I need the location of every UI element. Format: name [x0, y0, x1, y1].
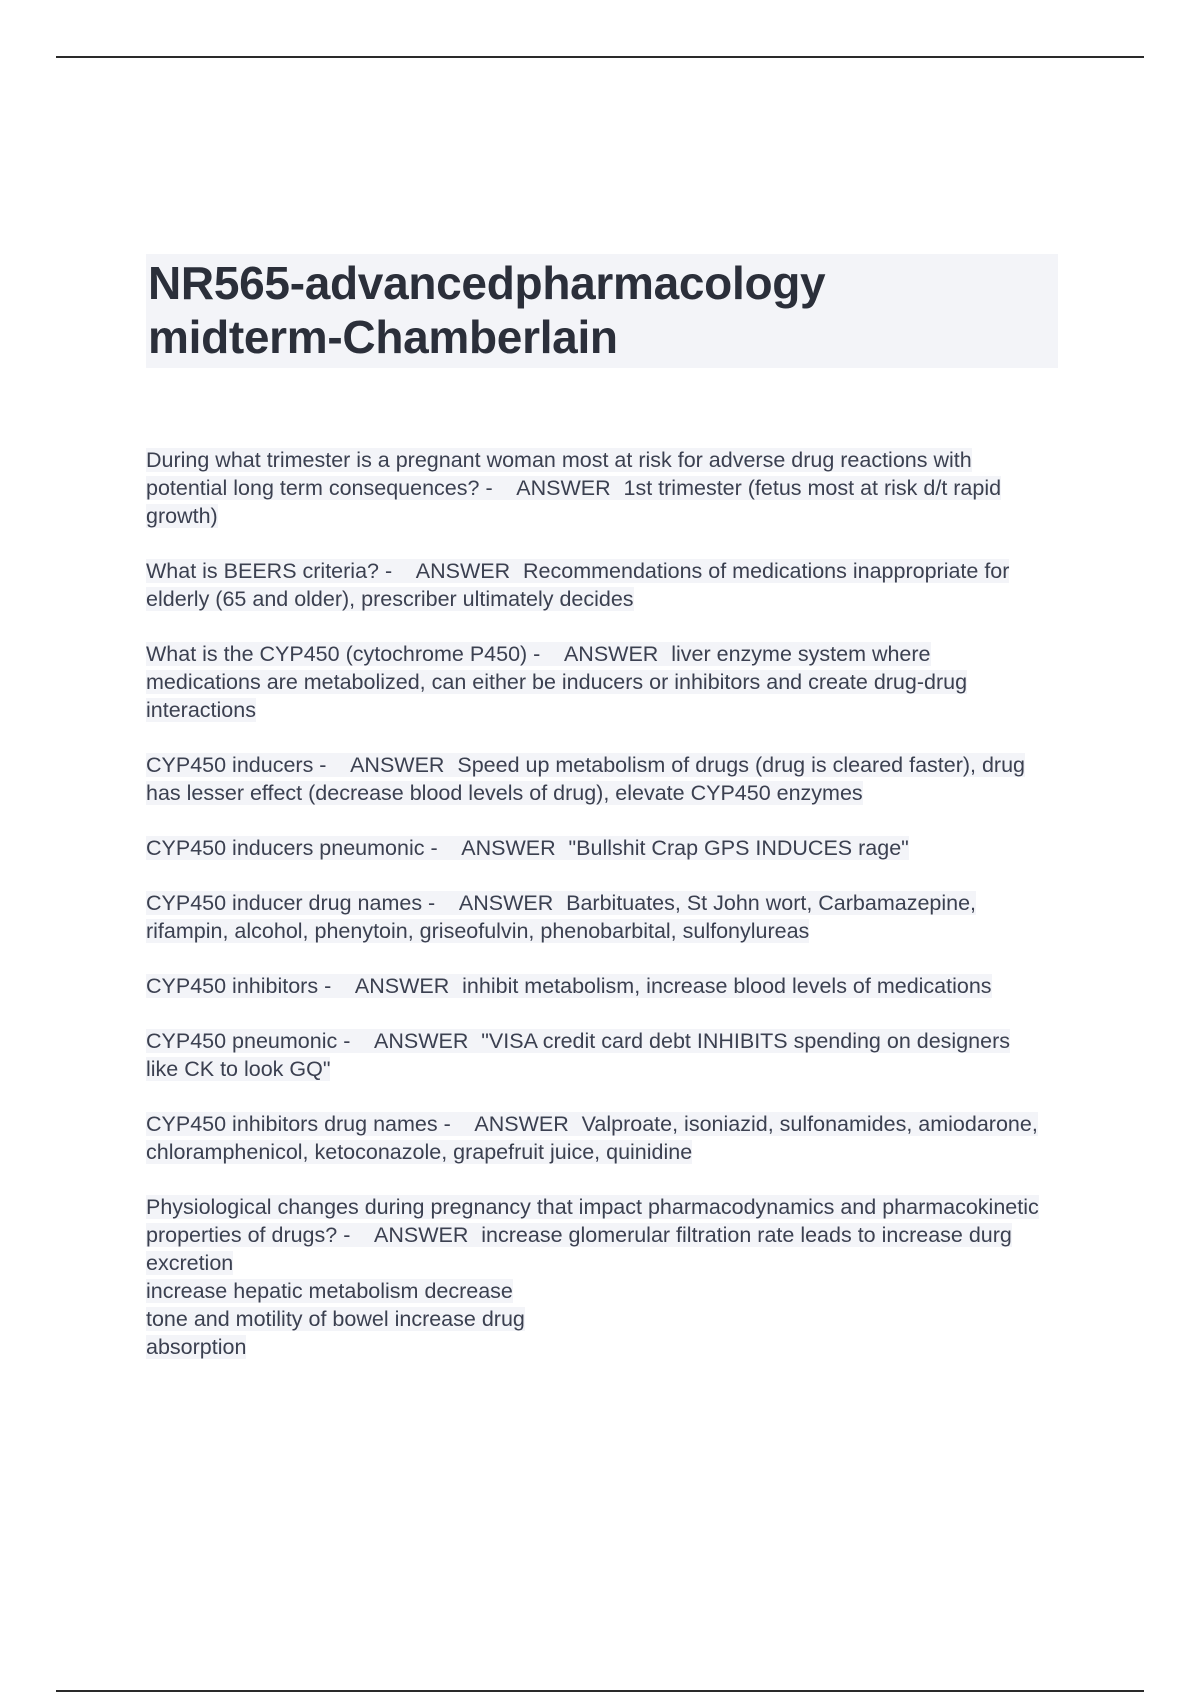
qa-item-6: [146, 889, 1046, 945]
question-text: CYP450 inducers pneumonic -: [146, 836, 438, 860]
qa-item-3: [146, 640, 1046, 724]
answer-text: "Bullshit Crap GPS INDUCES rage": [568, 836, 909, 860]
answer-text: Speed up metabolism of drugs (drug is cleared faster), drug has lesser effect (decrease blood levels of drug), elevate CYP450 enzymes: [146, 753, 1026, 805]
answer-text: inhibit metabolism, increase blood levels of medications: [462, 974, 992, 998]
answer-continuation-line: [146, 1333, 1046, 1361]
question-text: During what trimester is a pregnant woman most at risk for adverse drug reactions with potential long term consequences? -: [146, 448, 972, 500]
answer-text: Valproate, isoniazid, sulfonamides, amiodarone, chloramphenicol, ketoconazole, grapefruit juice, quinidine: [146, 1112, 1038, 1164]
question-text: CYP450 pneumonic -: [146, 1029, 351, 1053]
answer-label: ANSWER: [563, 642, 659, 666]
answer-text: increase glomerular filtration rate leads to increase durg excretion: [146, 1223, 1012, 1275]
answer-text: Barbituates, St John wort, Carbamazepine, rifampin, alcohol, phenytoin, griseofulvin, phenobarbital, sulfonylureas: [146, 891, 977, 943]
qa-item-1: [146, 446, 1046, 530]
answer-text: "VISA credit card debt INHIBITS spending on designers like CK to look GQ": [146, 1029, 1010, 1081]
answer-label: ANSWER: [461, 836, 556, 860]
qa-item-4: [146, 751, 1046, 807]
answer-label: ANSWER: [516, 476, 611, 500]
title-line-1: NR565-advancedpharmacology: [148, 257, 826, 309]
question-text: CYP450 inducers -: [146, 753, 327, 777]
qa-item-2: [146, 557, 1046, 613]
answer-continuation-line: [146, 1277, 1046, 1305]
footer-rule: [56, 1690, 1144, 1692]
answer-text: tone and motility of bowel increase drug: [146, 1307, 525, 1331]
question-text: Physiological changes during pregnancy that impact pharmacodynamics and pharmacokinetic properties of drugs? -: [146, 1195, 1039, 1247]
answer-text: 1st trimester (fetus most at risk d/t rapid growth): [146, 476, 1002, 528]
answer-label: ANSWER: [458, 891, 554, 915]
qa-item-8: [146, 1027, 1046, 1083]
answer-text: Recommendations of medications inappropriate for elderly (65 and older), prescriber ultimately decides: [146, 559, 1010, 611]
answer-text: absorption: [146, 1335, 247, 1359]
answer-label: ANSWER: [354, 974, 450, 998]
question-text: What is BEERS criteria? -: [146, 559, 393, 583]
qa-item-7: [146, 972, 1046, 1000]
qa-item-10: [146, 1193, 1046, 1361]
question-text: What is the CYP450 (cytochrome P450) -: [146, 642, 541, 666]
answer-text: increase hepatic metabolism decrease: [146, 1279, 513, 1303]
answer-label: ANSWER: [474, 1112, 569, 1136]
header-rule: [56, 56, 1144, 58]
qa-list: [146, 446, 1046, 1388]
document-title: [146, 254, 1058, 368]
qa-item-5: [146, 834, 1046, 862]
title-line-2: midterm-Chamberlain: [148, 311, 618, 363]
answer-continuation-line: [146, 1305, 1046, 1333]
answer-label: ANSWER: [374, 1223, 469, 1247]
answer-text: liver enzyme system where medications are metabolized, can either be inducers or inhibitors and create drug-drug interactions: [146, 642, 968, 722]
answer-label: ANSWER: [415, 559, 511, 583]
question-text: CYP450 inhibitors drug names -: [146, 1112, 451, 1136]
answer-label: ANSWER: [350, 753, 445, 777]
qa-item-9: [146, 1110, 1046, 1166]
answer-label: ANSWER: [374, 1029, 469, 1053]
question-text: CYP450 inducer drug names -: [146, 891, 436, 915]
question-text: CYP450 inhibitors -: [146, 974, 332, 998]
